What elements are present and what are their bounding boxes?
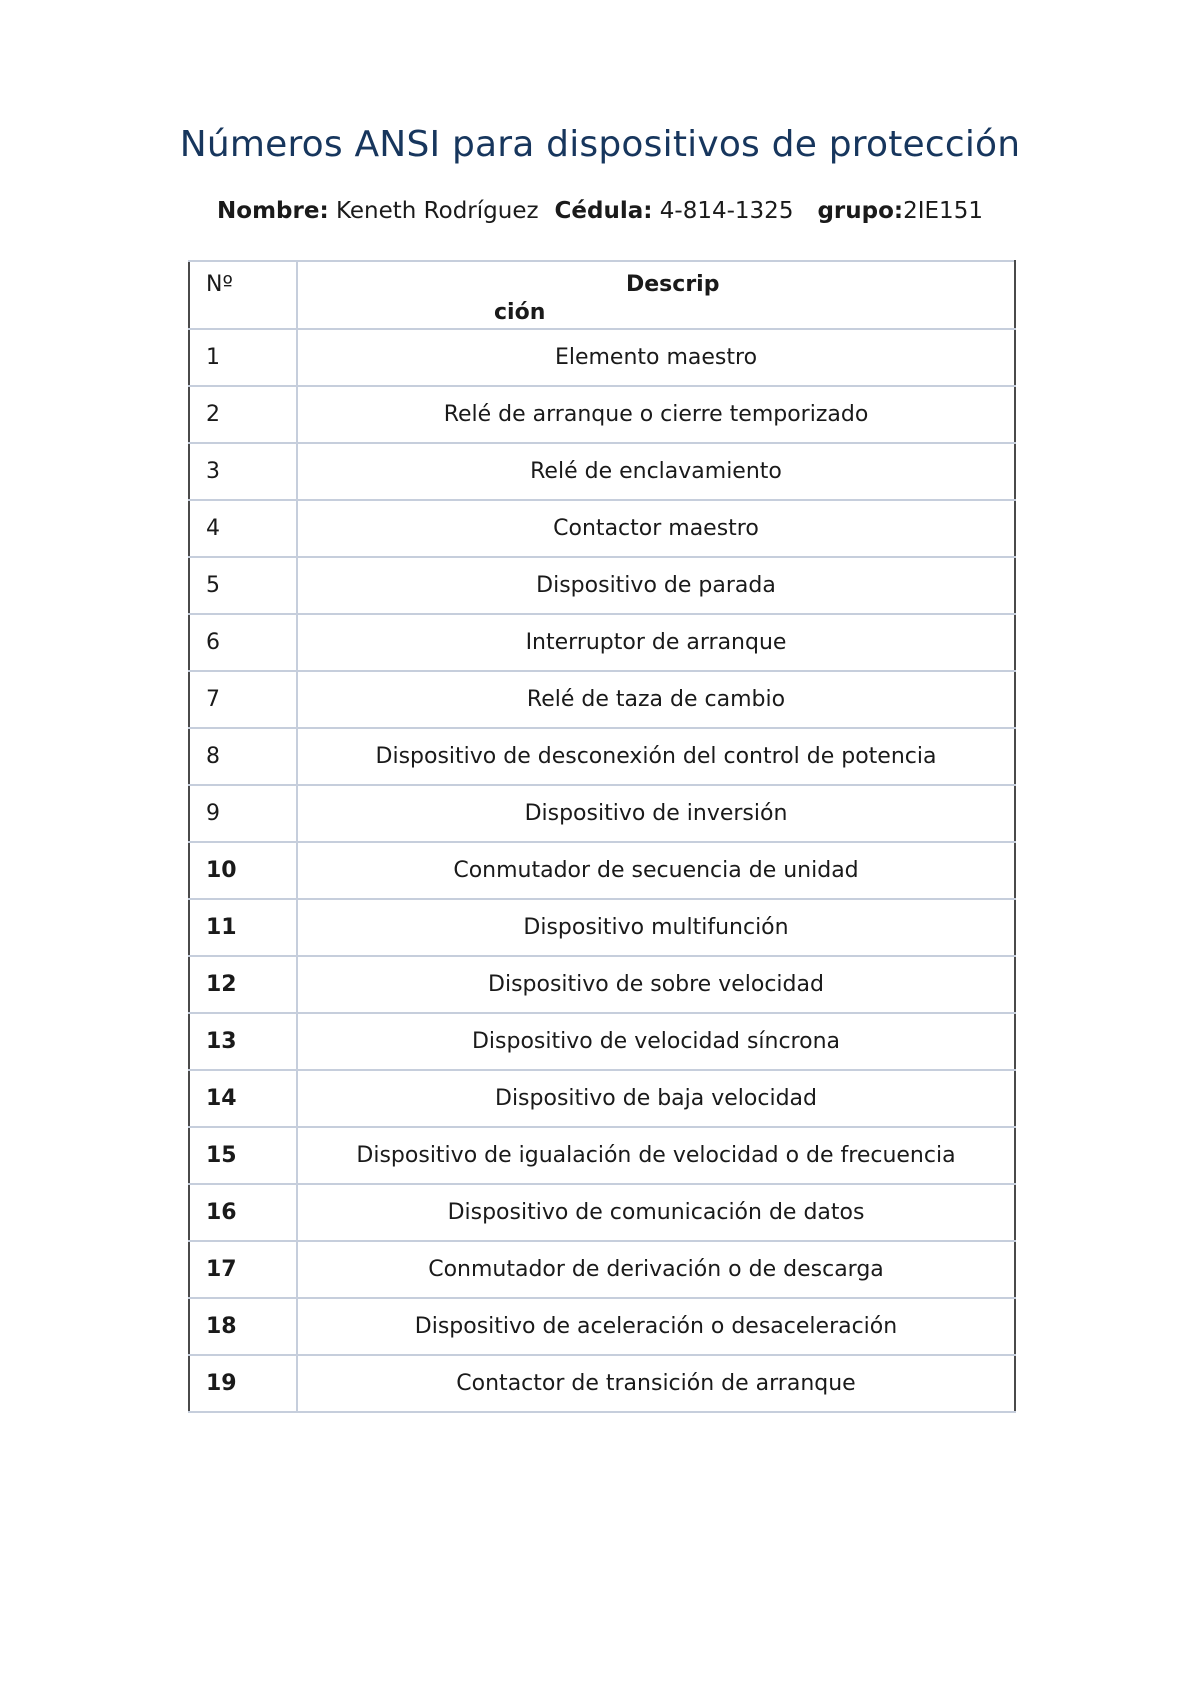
id-value: 4-814-1325 — [659, 198, 794, 224]
row-description: Conmutador de secuencia de unidad — [297, 842, 1015, 899]
name-label: Nombre: — [217, 198, 329, 224]
header-number: Nº — [189, 261, 297, 329]
row-number: 19 — [189, 1355, 297, 1412]
row-description: Relé de arranque o cierre temporizado — [297, 386, 1015, 443]
row-number: 1 — [189, 329, 297, 386]
row-description: Dispositivo de velocidad síncrona — [297, 1013, 1015, 1070]
row-number: 3 — [189, 443, 297, 500]
table-row — [189, 1127, 1015, 1184]
table-row — [189, 500, 1015, 557]
row-description: Interruptor de arranque — [297, 614, 1015, 671]
name-value: Keneth Rodríguez — [335, 198, 539, 224]
row-number: 11 — [189, 899, 297, 956]
row-description: Dispositivo de inversión — [297, 785, 1015, 842]
table-row — [189, 557, 1015, 614]
row-description: Dispositivo de baja velocidad — [297, 1070, 1015, 1127]
table-row — [189, 1184, 1015, 1241]
table-row — [189, 785, 1015, 842]
row-description: Dispositivo de comunicación de datos — [297, 1184, 1015, 1241]
row-description: Relé de taza de cambio — [297, 671, 1015, 728]
table-header-row — [189, 261, 1015, 329]
row-description: Relé de enclavamiento — [297, 443, 1015, 500]
row-number: 4 — [189, 500, 297, 557]
group-value: 2IE151 — [903, 198, 983, 224]
row-number: 12 — [189, 956, 297, 1013]
row-description: Contactor de transición de arranque — [297, 1355, 1015, 1412]
table-row — [189, 728, 1015, 785]
row-number: 16 — [189, 1184, 297, 1241]
table-row — [189, 956, 1015, 1013]
row-number: 17 — [189, 1241, 297, 1298]
student-info-line — [0, 198, 1200, 224]
row-number: 7 — [189, 671, 297, 728]
row-description: Conmutador de derivación o de descarga — [297, 1241, 1015, 1298]
row-description: Contactor maestro — [297, 500, 1015, 557]
page-title: Números ANSI para dispositivos de protección — [179, 124, 1021, 166]
table-row — [189, 1298, 1015, 1355]
ansi-table — [188, 260, 1016, 1413]
row-number: 5 — [189, 557, 297, 614]
row-number: 18 — [189, 1298, 297, 1355]
row-description: Dispositivo de sobre velocidad — [297, 956, 1015, 1013]
row-number: 6 — [189, 614, 297, 671]
table-row — [189, 614, 1015, 671]
row-number: 9 — [189, 785, 297, 842]
table-row — [189, 386, 1015, 443]
table-row — [189, 671, 1015, 728]
header-description-part1: Descrip — [626, 272, 720, 297]
table-row — [189, 1013, 1015, 1070]
header-description — [297, 261, 1015, 329]
table-row — [189, 1355, 1015, 1412]
row-description: Dispositivo multifunción — [297, 899, 1015, 956]
row-description: Dispositivo de desconexión del control de potencia — [297, 728, 1015, 785]
group-label: grupo: — [817, 198, 904, 224]
row-description: Dispositivo de parada — [297, 557, 1015, 614]
row-number: 8 — [189, 728, 297, 785]
row-description: Dispositivo de aceleración o desaceleración — [297, 1298, 1015, 1355]
table-row — [189, 443, 1015, 500]
row-number: 14 — [189, 1070, 297, 1127]
table-row — [189, 1070, 1015, 1127]
row-description: Elemento maestro — [297, 329, 1015, 386]
row-number: 13 — [189, 1013, 297, 1070]
row-number: 10 — [189, 842, 297, 899]
table-row — [189, 1241, 1015, 1298]
id-label: Cédula: — [554, 198, 653, 224]
header-description-part2: ción — [494, 300, 546, 325]
row-number: 15 — [189, 1127, 297, 1184]
table-row — [189, 329, 1015, 386]
table-row — [189, 842, 1015, 899]
row-number: 2 — [189, 386, 297, 443]
table-row — [189, 899, 1015, 956]
row-description: Dispositivo de igualación de velocidad o de frecuencia — [297, 1127, 1015, 1184]
